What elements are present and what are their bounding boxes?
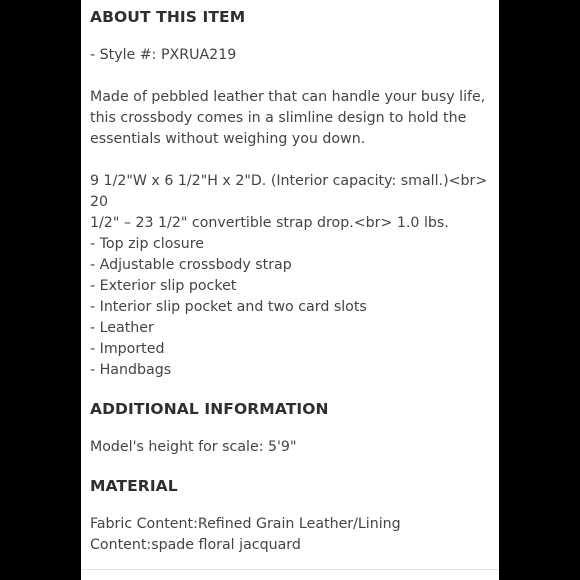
fabric-line: Content:spade floral jacquard	[90, 537, 301, 553]
feature-item: - Top zip closure	[90, 236, 205, 252]
model-height	[90, 437, 493, 458]
feature-item: - Handbags	[90, 362, 172, 378]
material-heading: MATERIAL	[90, 477, 178, 495]
feature-item: - Leather	[90, 320, 154, 336]
additional-heading: ADDITIONAL INFORMATION	[90, 400, 329, 418]
dimensions	[90, 171, 493, 234]
feature-item: - Interior slip pocket and two card slots	[90, 299, 367, 315]
feature-list	[90, 234, 493, 381]
about-section	[90, 6, 493, 28]
feature-item: - Imported	[90, 341, 165, 357]
fabric-content	[90, 514, 493, 556]
additional-section	[90, 398, 493, 420]
dimensions-line: 9 1/2"W x 6 1/2"H x 2"D. (Interior capacity: small.)<br> 20	[90, 173, 488, 210]
product-details-panel	[81, 0, 499, 580]
style-number-text: - Style #: PXRUA219	[90, 47, 237, 63]
model-height-text: Model's height for scale: 5'9"	[90, 439, 297, 455]
material-section	[90, 475, 493, 497]
feature-item: - Adjustable crossbody strap	[90, 257, 292, 273]
description-line: essentials without weighing you down.	[90, 131, 366, 147]
description-line: this crossbody comes in a slimline design to hold the	[90, 110, 467, 126]
description	[90, 87, 493, 150]
bottom-divider	[81, 569, 499, 570]
style-number	[90, 45, 493, 66]
fabric-line: Fabric Content:Refined Grain Leather/Lining	[90, 516, 401, 532]
dimensions-line: 1/2" – 23 1/2" convertible strap drop.<br> 1.0 lbs.	[90, 215, 449, 231]
description-line: Made of pebbled leather that can handle your busy life,	[90, 89, 486, 105]
feature-item: - Exterior slip pocket	[90, 278, 237, 294]
about-heading: ABOUT THIS ITEM	[90, 8, 246, 26]
